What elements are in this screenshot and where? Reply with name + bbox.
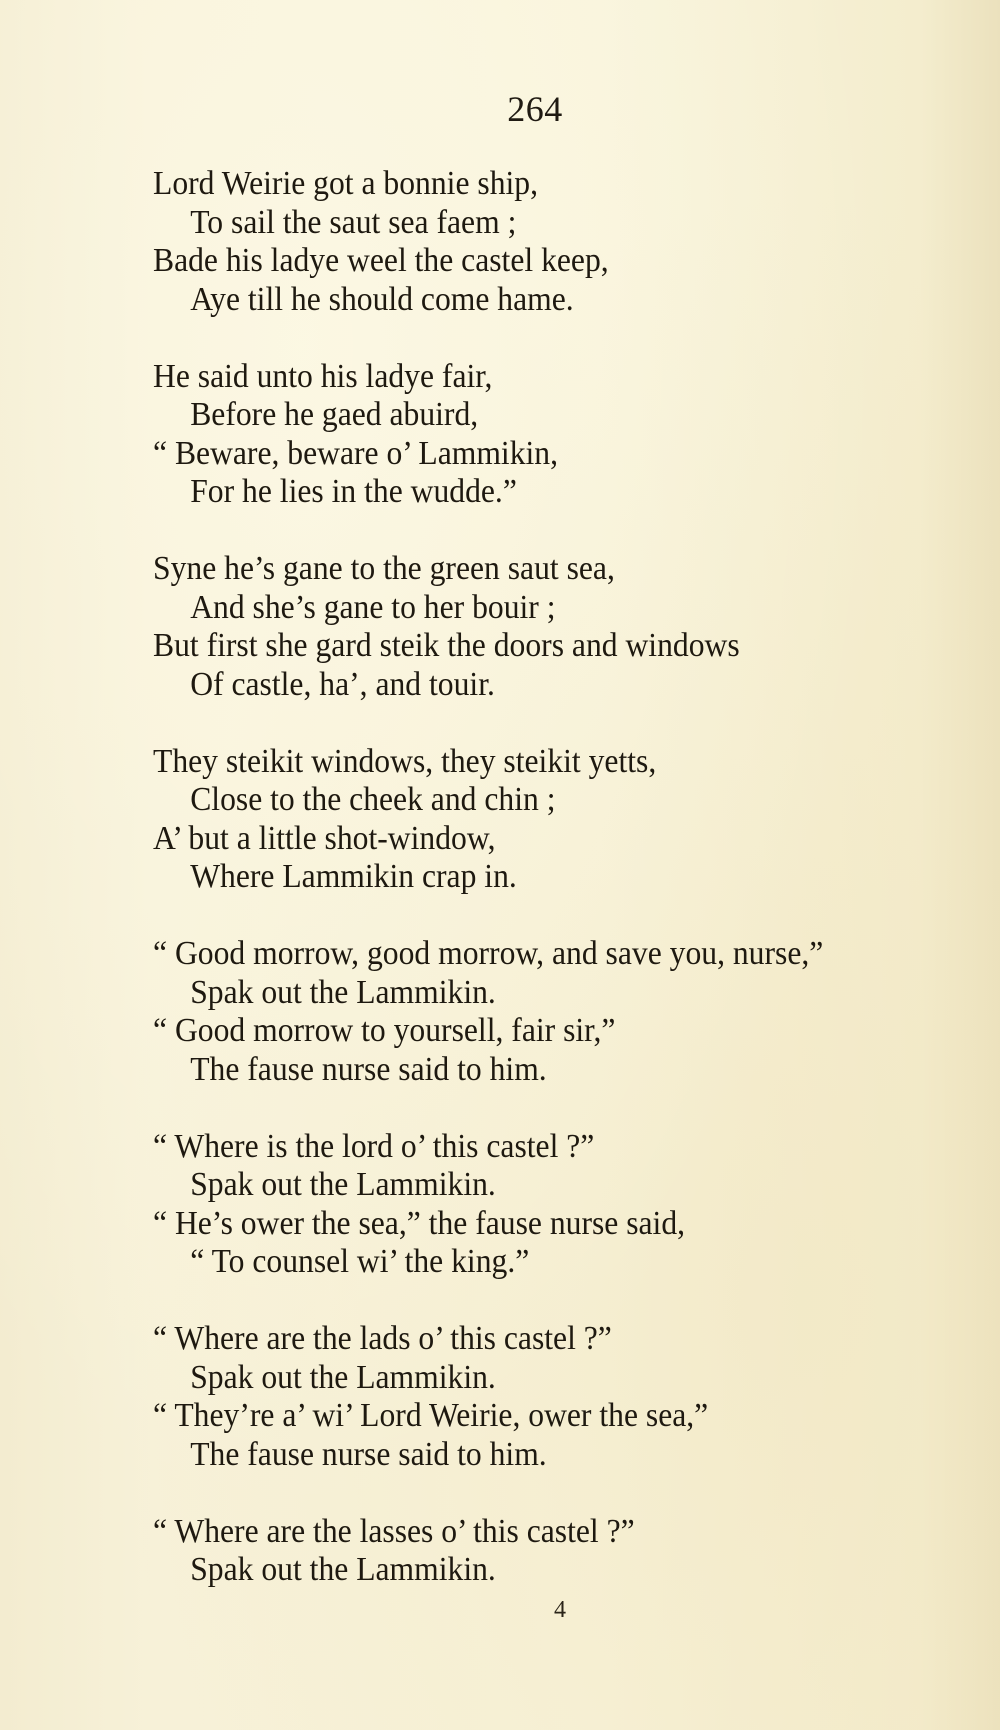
verse-line: Lord Weirie got a bonnie ship, (153, 165, 539, 202)
verse-line: “ To counsel wi’ the king.” (190, 1243, 530, 1280)
verse-line: “ They’re a’ wi’ Lord Weirie, ower the sea,” (153, 1397, 709, 1434)
verse-line: “ He’s ower the sea,” the fause nurse said, (153, 1204, 686, 1242)
verse-line: “ Where is the lord o’ this castel ?” (153, 1127, 595, 1165)
verse-line: Of castle, ha’, and touir. (190, 665, 495, 703)
verse-line: “ Where are the lasses o’ this castel ?” (153, 1512, 635, 1550)
stanza (153, 165, 973, 319)
verse-line: Aye till he should come hame. (190, 280, 574, 318)
stanza (153, 1128, 973, 1282)
verse-line: Where Lammikin crap in. (190, 858, 517, 895)
verse-line: But first she gard steik the doors and windows (153, 627, 740, 664)
signature-mark: 4 (554, 1597, 566, 1623)
verse-line: And she’s gane to her bouir ; (190, 588, 556, 626)
ballad-text (153, 165, 973, 1628)
verse-line: “ Where are the lads o’ this castel ?” (153, 1320, 612, 1357)
verse-line: He said unto his ladye fair, (153, 357, 493, 395)
stanza (153, 1513, 973, 1590)
verse-line: Spak out the Lammikin. (190, 973, 496, 1011)
verse-line: Spak out the Lammikin. (190, 1358, 496, 1396)
verse-line: A’ but a little shot-window, (153, 819, 496, 857)
verse-line: They steikit windows, they steikit yetts, (153, 742, 657, 780)
verse-line: “ Good morrow, good morrow, and save you, nurse,” (153, 935, 824, 972)
verse-line: Spak out the Lammikin. (190, 1551, 496, 1588)
page-number: 264 (507, 89, 563, 129)
stanza (153, 550, 973, 704)
stanza (153, 1320, 973, 1474)
verse-line: To sail the saut sea faem ; (190, 203, 517, 241)
verse-line: “ Beware, beware o’ Lammikin, (153, 434, 559, 472)
verse-line: Syne he’s gane to the green saut sea, (153, 550, 615, 587)
verse-line: Bade his ladye weel the castel keep, (153, 242, 609, 279)
stanza (153, 935, 973, 1089)
verse-line: “ Good morrow to yoursell, fair sir,” (153, 1012, 616, 1049)
verse-line: Before he gaed abuird, (190, 396, 479, 433)
verse-line: The fause nurse said to him. (190, 1435, 547, 1473)
stanza (153, 743, 973, 897)
verse-line: For he lies in the wudde.” (190, 473, 517, 510)
verse-line: Close to the cheek and chin ; (190, 781, 556, 818)
verse-line: The fause nurse said to him. (190, 1050, 547, 1088)
stanza (153, 358, 973, 512)
verse-line: Spak out the Lammikin. (190, 1166, 496, 1203)
